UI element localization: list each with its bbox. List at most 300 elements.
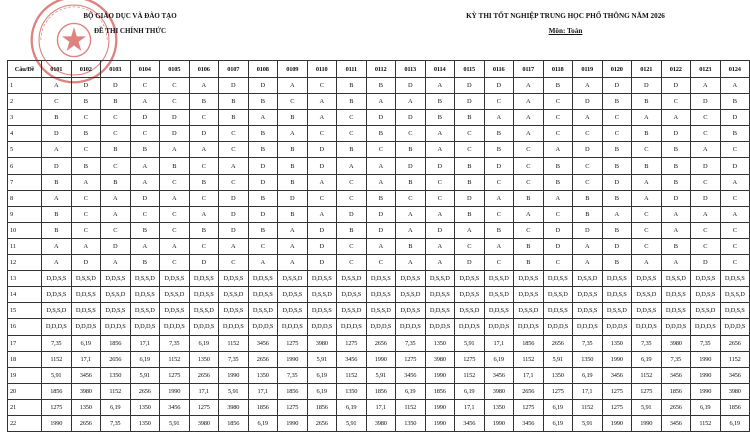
answer-cell: D,S,S,D <box>189 303 219 319</box>
answer-cell: 1350 <box>396 415 426 431</box>
answer-cell: A <box>691 206 721 222</box>
answer-cell: D,D,D,S <box>307 319 337 335</box>
answer-cell: 6,19 <box>573 367 603 383</box>
answer-cell: D,S,S,D <box>337 271 367 287</box>
answer-cell: D <box>573 94 603 110</box>
exam-code-header: 0119 <box>573 61 603 78</box>
answer-cell: 2656 <box>130 383 160 399</box>
question-number: 15 <box>8 303 42 319</box>
answer-cell: B <box>720 126 750 142</box>
answer-cell: D,D,S,S <box>42 271 72 287</box>
answer-cell: C <box>602 126 632 142</box>
answer-cell: C <box>71 110 101 126</box>
answer-cell: B <box>71 94 101 110</box>
answer-cell: A <box>130 174 160 190</box>
table-row <box>8 383 750 399</box>
answer-cell: A <box>396 94 426 110</box>
answer-cell: D,D,D,S <box>514 319 544 335</box>
answer-cell: A <box>278 126 308 142</box>
answer-cell: 1856 <box>278 383 308 399</box>
answer-cell: 6,19 <box>484 351 514 367</box>
answer-cell: B <box>278 110 308 126</box>
answer-cell: A <box>720 78 750 94</box>
answer-cell: D,S,S,D <box>573 271 603 287</box>
table-row <box>8 190 750 206</box>
answer-cell: A <box>514 94 544 110</box>
question-number: 22 <box>8 415 42 431</box>
answer-cell: C <box>337 255 367 271</box>
answer-cell: B <box>543 158 573 174</box>
answer-cell: 17,1 <box>514 367 544 383</box>
answer-cell: 1990 <box>691 351 721 367</box>
answer-cell: D,D,S,S <box>278 303 308 319</box>
answer-cell: A <box>514 110 544 126</box>
answer-cell: A <box>42 255 72 271</box>
answer-cell: C <box>602 110 632 126</box>
answer-cell: B <box>337 94 367 110</box>
answer-cell: C <box>307 190 337 206</box>
answer-cell: D,D,S,S <box>219 271 249 287</box>
answer-cell: 5,91 <box>219 383 249 399</box>
answer-cell: B <box>514 238 544 254</box>
answer-cell: 17,1 <box>573 383 603 399</box>
answer-cell: D,D,D,S <box>248 319 278 335</box>
answer-cell: C <box>219 174 249 190</box>
answer-cell: 7,35 <box>691 335 721 351</box>
table-row <box>8 271 750 287</box>
answer-cell: A <box>632 174 662 190</box>
answer-cell: C <box>543 206 573 222</box>
exam-code-header: 0107 <box>219 61 249 78</box>
answer-cell: B <box>632 126 662 142</box>
answer-cell: B <box>514 255 544 271</box>
question-number: 4 <box>8 126 42 142</box>
table-row <box>8 335 750 351</box>
answer-cell: C <box>455 126 485 142</box>
answer-cell: C <box>101 110 131 126</box>
answer-cell: D <box>248 78 278 94</box>
exam-code-header: 0108 <box>248 61 278 78</box>
answer-cell: D,D,D,S <box>160 319 190 335</box>
answer-cell: 17,1 <box>248 383 278 399</box>
answer-cell: C <box>425 174 455 190</box>
answer-cell: D,S,S,D <box>484 271 514 287</box>
answer-cell: D <box>248 158 278 174</box>
ministry-name: BỘ GIÁO DỤC VÀ ĐÀO TẠO <box>83 12 177 20</box>
answer-cell: D,S,S,D <box>71 271 101 287</box>
answer-cell: 2656 <box>366 335 396 351</box>
answer-cell: B <box>248 222 278 238</box>
answer-cell: B <box>455 110 485 126</box>
answer-cell: D,S,S,D <box>160 287 190 303</box>
answer-cell: D,D,S,S <box>278 287 308 303</box>
answer-cell: D,D,S,S <box>632 271 662 287</box>
question-number: 13 <box>8 271 42 287</box>
answer-cell: B <box>189 222 219 238</box>
answer-cell: B <box>602 222 632 238</box>
answer-cell: 1990 <box>484 415 514 431</box>
answer-cell: D,D,S,S <box>691 271 721 287</box>
answer-cell: A <box>691 78 721 94</box>
answer-cell: B <box>160 158 190 174</box>
answer-cell: D <box>691 255 721 271</box>
answer-cell: D,D,S,S <box>425 287 455 303</box>
answer-cell: D <box>42 158 72 174</box>
answer-cell: D,D,D,S <box>691 319 721 335</box>
answer-cell: 6,19 <box>130 351 160 367</box>
answer-cell: 1275 <box>160 367 190 383</box>
answer-cell: D <box>307 142 337 158</box>
answer-cell: B <box>573 206 603 222</box>
answer-cell: 3980 <box>307 335 337 351</box>
answer-cell: B <box>573 190 603 206</box>
table-row <box>8 222 750 238</box>
answer-cell: A <box>189 142 219 158</box>
answer-cell: A <box>101 206 131 222</box>
answer-cell: C <box>720 255 750 271</box>
answer-cell: 1990 <box>425 367 455 383</box>
answer-cell: A <box>130 238 160 254</box>
question-number: 14 <box>8 287 42 303</box>
answer-cell: 3980 <box>720 383 750 399</box>
answer-cell: D <box>455 78 485 94</box>
answer-cell: 1152 <box>219 335 249 351</box>
answer-cell: C <box>189 238 219 254</box>
answer-cell: D,S,S,D <box>396 287 426 303</box>
answer-cell: D,S,S,D <box>278 271 308 287</box>
answer-cell: 6,19 <box>337 399 367 415</box>
answer-cell: C <box>160 206 190 222</box>
answer-cell: 1152 <box>101 383 131 399</box>
answer-cell: A <box>219 158 249 174</box>
answer-cell: A <box>425 142 455 158</box>
answer-cell: A <box>366 238 396 254</box>
answer-cell: B <box>337 222 367 238</box>
answer-cell: 2656 <box>101 351 131 367</box>
table-row <box>8 351 750 367</box>
answer-cell: B <box>130 142 160 158</box>
answer-cell: D <box>396 78 426 94</box>
exam-code-header: 0102 <box>71 61 101 78</box>
answer-cell: D,D,D,S <box>278 319 308 335</box>
question-number: 1 <box>8 78 42 94</box>
answer-cell: C <box>543 126 573 142</box>
answer-cell: 1152 <box>573 399 603 415</box>
answer-cell: C <box>484 206 514 222</box>
answer-cell: D,D,S,S <box>661 303 691 319</box>
answer-cell: D,D,D,S <box>71 319 101 335</box>
answer-cell: A <box>661 110 691 126</box>
answer-cell: D,S,S,D <box>130 303 160 319</box>
answer-cell: D <box>602 78 632 94</box>
answer-cell: A <box>248 255 278 271</box>
answer-cell: D <box>661 126 691 142</box>
answer-cell: A <box>661 255 691 271</box>
answer-cell: 1856 <box>720 399 750 415</box>
table-row <box>8 303 750 319</box>
answer-cell: 1350 <box>425 335 455 351</box>
answer-cell: 3456 <box>160 399 190 415</box>
answer-cell: A <box>307 110 337 126</box>
answer-cell: B <box>396 142 426 158</box>
answer-cell: B <box>101 94 131 110</box>
answer-cell: 3980 <box>219 399 249 415</box>
question-number: 6 <box>8 158 42 174</box>
answer-cell: D,D,S,S <box>189 271 219 287</box>
table-row <box>8 367 750 383</box>
answer-cell: C <box>543 94 573 110</box>
answer-cell: B <box>189 174 219 190</box>
answer-cell: C <box>248 238 278 254</box>
exam-code-header: 0114 <box>425 61 455 78</box>
answer-cell: D,D,S,S <box>337 287 367 303</box>
answer-cell: D <box>425 222 455 238</box>
answer-cell: D <box>366 222 396 238</box>
answer-cell: A <box>632 190 662 206</box>
answer-cell: D,S,S,D <box>602 303 632 319</box>
answer-cell: C <box>720 238 750 254</box>
answer-cell: D,D,S,S <box>543 271 573 287</box>
answer-cell: 6,19 <box>189 335 219 351</box>
answer-cell: D,D,D,S <box>42 319 72 335</box>
answer-cell: 1350 <box>543 367 573 383</box>
answer-cell: A <box>484 190 514 206</box>
answer-cell: D,S,S,D <box>248 303 278 319</box>
answer-cell: C <box>160 174 190 190</box>
answer-cell: C <box>691 110 721 126</box>
answer-cell: D,D,D,S <box>573 319 603 335</box>
answer-cell: D,D,S,S <box>425 303 455 319</box>
answer-cell: A <box>278 238 308 254</box>
answer-cell: A <box>278 255 308 271</box>
answer-cell: B <box>720 94 750 110</box>
answer-cell: A <box>425 238 455 254</box>
subject-label: Môn: Toán <box>548 27 583 35</box>
answer-cell: D,D,D,S <box>189 319 219 335</box>
answer-cell: 1275 <box>632 383 662 399</box>
issuer-header <box>70 9 190 39</box>
answer-cell: C <box>42 94 72 110</box>
answer-cell: D,D,S,S <box>160 271 190 287</box>
answer-cell: D <box>484 158 514 174</box>
answer-cell: A <box>130 94 160 110</box>
answer-cell: 1152 <box>396 399 426 415</box>
answer-cell: D,D,S,S <box>720 303 750 319</box>
answer-cell: D <box>720 158 750 174</box>
answer-cell: D,D,S,S <box>42 287 72 303</box>
answer-cell: A <box>602 206 632 222</box>
table-row <box>8 110 750 126</box>
answer-cell: B <box>366 190 396 206</box>
answer-cell: A <box>396 206 426 222</box>
answer-cell: D,D,D,S <box>366 319 396 335</box>
answer-cell: D,D,D,S <box>720 319 750 335</box>
question-number: 18 <box>8 351 42 367</box>
answer-cell: 7,35 <box>661 351 691 367</box>
answer-cell: 2656 <box>71 415 101 431</box>
answer-cell: D <box>189 126 219 142</box>
answer-cell: 6,19 <box>632 351 662 367</box>
answer-cell: 3456 <box>484 367 514 383</box>
answer-cell: C <box>691 238 721 254</box>
exam-code-header: 0103 <box>101 61 131 78</box>
answer-cell: B <box>543 174 573 190</box>
answer-cell: C <box>455 238 485 254</box>
answer-cell: C <box>573 126 603 142</box>
answer-cell: 1350 <box>130 415 160 431</box>
answer-cell: D,D,S,S <box>307 303 337 319</box>
table-row <box>8 158 750 174</box>
answer-cell: D <box>691 158 721 174</box>
answer-cell: 17,1 <box>189 383 219 399</box>
answer-cell: D <box>307 158 337 174</box>
answer-cell: 1856 <box>248 399 278 415</box>
answer-cell: A <box>632 110 662 126</box>
answer-cell: D <box>484 78 514 94</box>
answer-cell: 7,35 <box>160 335 190 351</box>
answer-cell: B <box>366 126 396 142</box>
answer-cell: 17,1 <box>455 399 485 415</box>
answer-cell: 1990 <box>366 351 396 367</box>
answer-cell: C <box>101 222 131 238</box>
answer-cell: C <box>366 142 396 158</box>
answer-cell: B <box>337 142 367 158</box>
answer-cell: D,S,S,D <box>307 287 337 303</box>
question-number: 2 <box>8 94 42 110</box>
table-row <box>8 287 750 303</box>
answer-cell: D,S,S,D <box>130 271 160 287</box>
answer-cell: A <box>661 206 691 222</box>
answer-cell: 6,19 <box>396 383 426 399</box>
answer-cell: D,S,S,D <box>720 287 750 303</box>
answer-cell: D,D,S,S <box>160 303 190 319</box>
answer-cell: D,D,D,S <box>101 319 131 335</box>
answer-cell: 6,19 <box>248 415 278 431</box>
answer-cell: 1990 <box>602 351 632 367</box>
answer-cell: C <box>219 126 249 142</box>
answer-cell: D <box>130 190 160 206</box>
answer-cell: 1856 <box>661 383 691 399</box>
answer-cell: D,D,S,S <box>307 271 337 287</box>
answer-cell: A <box>720 174 750 190</box>
answer-cell: A <box>42 142 72 158</box>
answer-cell: A <box>71 174 101 190</box>
answer-cell: A <box>42 190 72 206</box>
answer-cell: 1275 <box>514 399 544 415</box>
answer-cell: D,S,S,D <box>101 287 131 303</box>
answer-cell: D,D,S,S <box>573 303 603 319</box>
answer-cell: 5,91 <box>543 351 573 367</box>
answer-cell: D <box>101 78 131 94</box>
exam-code-header: 0112 <box>366 61 396 78</box>
table-row <box>8 126 750 142</box>
answer-cell: C <box>71 190 101 206</box>
answer-cell: D <box>632 78 662 94</box>
answer-cell: C <box>160 222 190 238</box>
answer-cell: A <box>307 206 337 222</box>
answer-cell: D <box>219 222 249 238</box>
answer-cell: D <box>278 190 308 206</box>
answer-cell: C <box>130 126 160 142</box>
answer-cell: 7,35 <box>42 335 72 351</box>
answer-cell: 1856 <box>366 383 396 399</box>
answer-cell: B <box>661 238 691 254</box>
answer-cell: A <box>484 110 514 126</box>
answer-cell: C <box>455 142 485 158</box>
answer-cell: D,D,D,S <box>425 319 455 335</box>
answer-cell: C <box>396 126 426 142</box>
question-number: 3 <box>8 110 42 126</box>
answer-cell: A <box>337 158 367 174</box>
answer-cell: 3456 <box>514 415 544 431</box>
answer-cell: D <box>396 158 426 174</box>
exam-code-header: 0101 <box>42 61 72 78</box>
answer-cell: C <box>71 142 101 158</box>
answer-cell: 1152 <box>337 367 367 383</box>
answer-cell: 5,91 <box>455 335 485 351</box>
answer-cell: C <box>396 190 426 206</box>
answer-cell: 6,19 <box>543 399 573 415</box>
answer-cell: 7,35 <box>573 335 603 351</box>
answer-cell: D,S,S,D <box>219 287 249 303</box>
answer-cell: C <box>484 94 514 110</box>
answer-cell: C <box>71 222 101 238</box>
answer-cell: 1275 <box>278 335 308 351</box>
answer-cell: C <box>573 158 603 174</box>
answer-cell: 1275 <box>602 383 632 399</box>
answer-cell: A <box>366 158 396 174</box>
answer-cell: D,D,S,S <box>602 271 632 287</box>
answer-cell: 1152 <box>160 351 190 367</box>
answer-cell: 1350 <box>573 351 603 367</box>
answer-cell: D <box>189 255 219 271</box>
answer-cell: D,D,S,S <box>691 287 721 303</box>
answer-cell: C <box>101 126 131 142</box>
answer-cell: D <box>42 126 72 142</box>
answer-cell: 1990 <box>632 415 662 431</box>
answer-cell: D <box>219 206 249 222</box>
answer-cell: 1152 <box>42 351 72 367</box>
answer-key-table <box>7 60 750 432</box>
answer-cell: 3456 <box>71 367 101 383</box>
question-number: 11 <box>8 238 42 254</box>
exam-code-header: 0113 <box>396 61 426 78</box>
answer-cell: D,D,D,S <box>130 319 160 335</box>
answer-cell: A <box>101 255 131 271</box>
answer-cell: 1350 <box>130 399 160 415</box>
answer-cell: A <box>573 238 603 254</box>
table-row <box>8 415 750 431</box>
table-row <box>8 319 750 335</box>
answer-cell: D <box>691 94 721 110</box>
answer-cell: C <box>366 255 396 271</box>
answer-cell: B <box>42 110 72 126</box>
answer-cell: C <box>337 238 367 254</box>
answer-cell: 5,91 <box>337 415 367 431</box>
answer-cell: 1990 <box>691 367 721 383</box>
answer-cell: C <box>720 222 750 238</box>
answer-cell: B <box>248 126 278 142</box>
question-number: 10 <box>8 222 42 238</box>
answer-cell: 3456 <box>396 367 426 383</box>
answer-cell: C <box>691 126 721 142</box>
answer-cell: B <box>455 206 485 222</box>
answer-cell: C <box>514 142 544 158</box>
answer-cell: 5,91 <box>307 351 337 367</box>
table-row <box>8 255 750 271</box>
answer-cell: A <box>573 78 603 94</box>
exam-header <box>448 9 683 39</box>
